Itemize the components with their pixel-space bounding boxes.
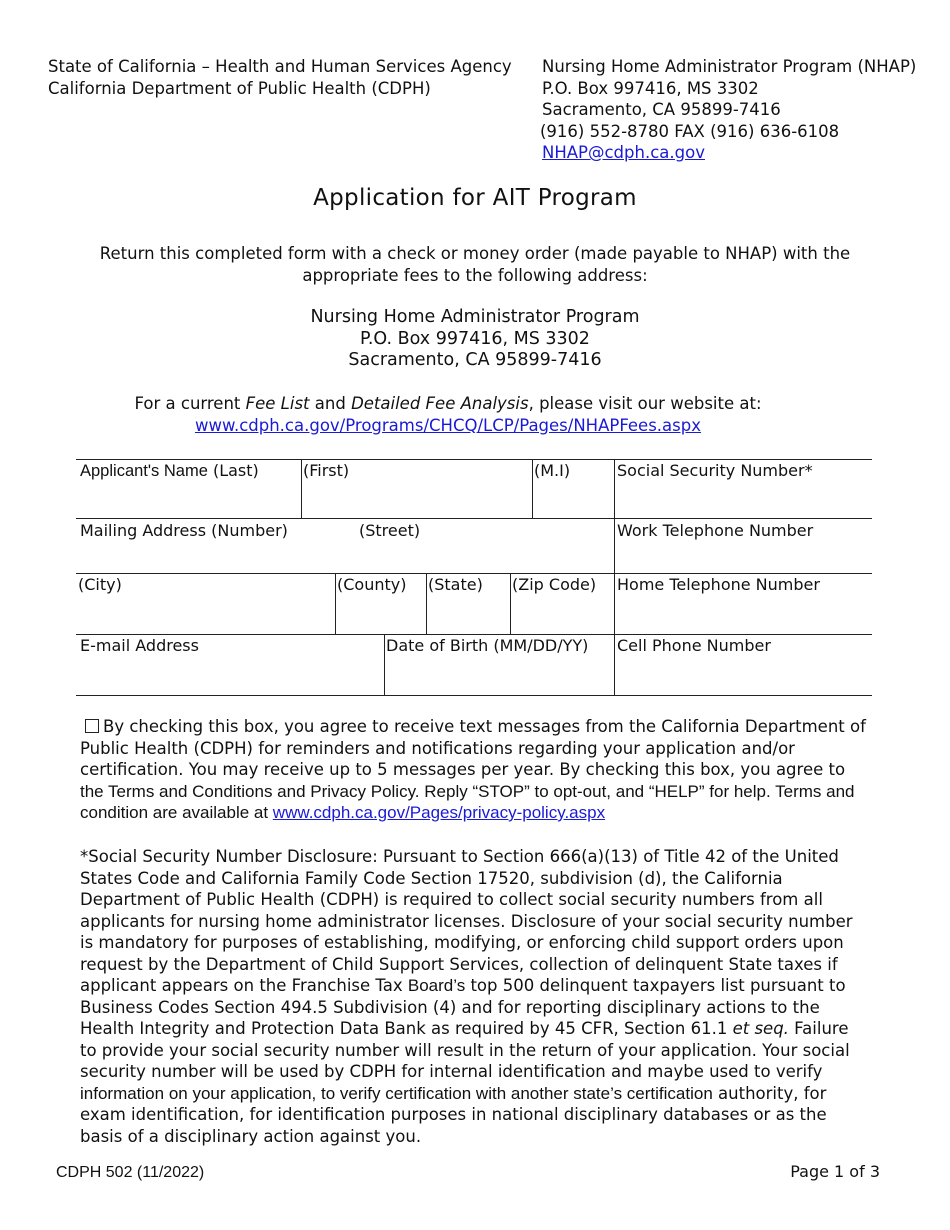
fee-info (0, 393, 896, 436)
applicant-name-label: Applicant's Name (80, 462, 208, 480)
city-field[interactable]: (City) (78, 575, 122, 594)
form-id: CDPH 502 (11/2022) (56, 1164, 205, 1181)
disclosure-text: *Social Security Number Disclosure: Pursuant to Section 666(a)(13) of Title 42 of the United States Code and California Family Code Section 17520, subdivision (d), the California Department of Public Health (CDPH) is required to collect social security numbers from all applicants for nursing home administrator licenses. Disclosure of your social security number is mandatory for purposes of establishing, modifying, or enforcing child support orders upon request by the Department of Child Support Services, collection of delinquent State taxes if applicant appears on the Franchise Tax (80, 847, 853, 995)
department-line: California Department of Public Health (CDPH) (48, 78, 431, 98)
email-field[interactable]: E-mail Address (80, 636, 199, 655)
sms-consent (80, 716, 870, 824)
privacy-policy-link[interactable]: www.cdph.ca.gov/Pages/privacy-policy.aspx (272, 803, 606, 822)
program-contact (542, 56, 916, 164)
applicant-form (76, 459, 872, 696)
page-number: Page 1 of 3 (790, 1162, 880, 1181)
fee-suffix: , please visit our website at: (528, 394, 762, 413)
disclosure-text: Failure to provide your social security number will result in the return of your application. Your social security number will be used by CDPH for internal identification and maybe used to verify (80, 1019, 850, 1081)
disclosure-board: Board’s (407, 976, 466, 995)
county-field[interactable]: (County) (337, 575, 407, 594)
last-name-label: (Last) (207, 461, 259, 480)
address-line: Sacramento, CA 95899-7416 (348, 350, 602, 370)
address-line: Nursing Home Administrator Program (310, 307, 640, 327)
fee-prefix: For a current (134, 394, 246, 413)
cell-phone-field[interactable]: Cell Phone Number (617, 636, 771, 655)
mailing-address-block (0, 307, 950, 372)
agency-header (48, 56, 512, 99)
program-email-link[interactable]: NHAP@cdph.ca.gov (542, 143, 705, 162)
page-title: Application for AIT Program (313, 185, 637, 211)
ssn-field[interactable]: Social Security Number* (617, 461, 813, 480)
program-po-box: P.O. Box 997416, MS 3302 (542, 78, 759, 98)
work-phone-field[interactable]: Work Telephone Number (617, 521, 814, 540)
first-name-field[interactable]: (First) (303, 461, 350, 480)
applicant-name-field[interactable] (80, 461, 259, 481)
mailing-number-field[interactable]: Mailing Address (Number) (80, 521, 288, 540)
consent-text: By checking this box, you agree to receive text messages from the California Department of Public Health (CDPH) for reminders and notifications regarding your application and/or certification. You may receive up to 5 messages per year. By checking this box, you agree to (80, 717, 866, 779)
disclosure-et-seq: et seq. (732, 1019, 789, 1038)
fee-analysis-term: Detailed Fee Analysis (351, 394, 529, 413)
fee-list-term: Fee List (245, 394, 310, 413)
program-name: Nursing Home Administrator Program (NHAP) (542, 57, 917, 76)
return-instructions: Return this completed form with a check or money order (made payable to NHAP) with the appropriate fees to the following address: (99, 244, 851, 285)
disclosure-text: top 500 delinquent taxpayers list pursuant to Business Codes Section 494.5 Subdivision (4) and for reporting disciplinary actions to the Health Integrity and Protection Data Bank as required by 45 CFR, Section 61.1 (80, 976, 846, 1038)
disclosure-text: authority, for exam identification, for identification purposes in national disciplinary databases or as the basis of a disciplinary action against you. (80, 1083, 827, 1146)
fee-website-link[interactable]: www.cdph.ca.gov/Programs/CHCQ/LCP/Pages/NHAPFees.aspx (194, 415, 701, 435)
program-phone: (916) 552-8780 FAX (916) 636-6108 (540, 121, 840, 141)
home-phone-field[interactable]: Home Telephone Number (617, 575, 820, 594)
disclosure-text: information on your application, to verify certification with another state’s certification (80, 1083, 713, 1103)
zip-code-field[interactable]: (Zip Code) (512, 575, 597, 594)
fee-and: and (309, 394, 352, 413)
sms-consent-checkbox[interactable] (85, 719, 99, 733)
address-line: P.O. Box 997416, MS 3302 (360, 328, 590, 349)
agency-line: State of California – Health and Human Services Agency (48, 57, 512, 76)
date-of-birth-field[interactable]: Date of Birth (MM/DD/YY) (386, 636, 589, 655)
consent-terms-text: the Terms and Conditions and Privacy Policy. Reply “STOP” to opt-out, and “HELP” for help. Terms and condition are available at (80, 781, 855, 822)
ssn-disclosure (80, 846, 870, 1147)
program-city: Sacramento, CA 95899-7416 (542, 100, 781, 119)
middle-initial-field[interactable]: (M.I) (534, 461, 571, 480)
state-field[interactable]: (State) (428, 575, 483, 594)
street-field[interactable]: (Street) (359, 521, 421, 540)
